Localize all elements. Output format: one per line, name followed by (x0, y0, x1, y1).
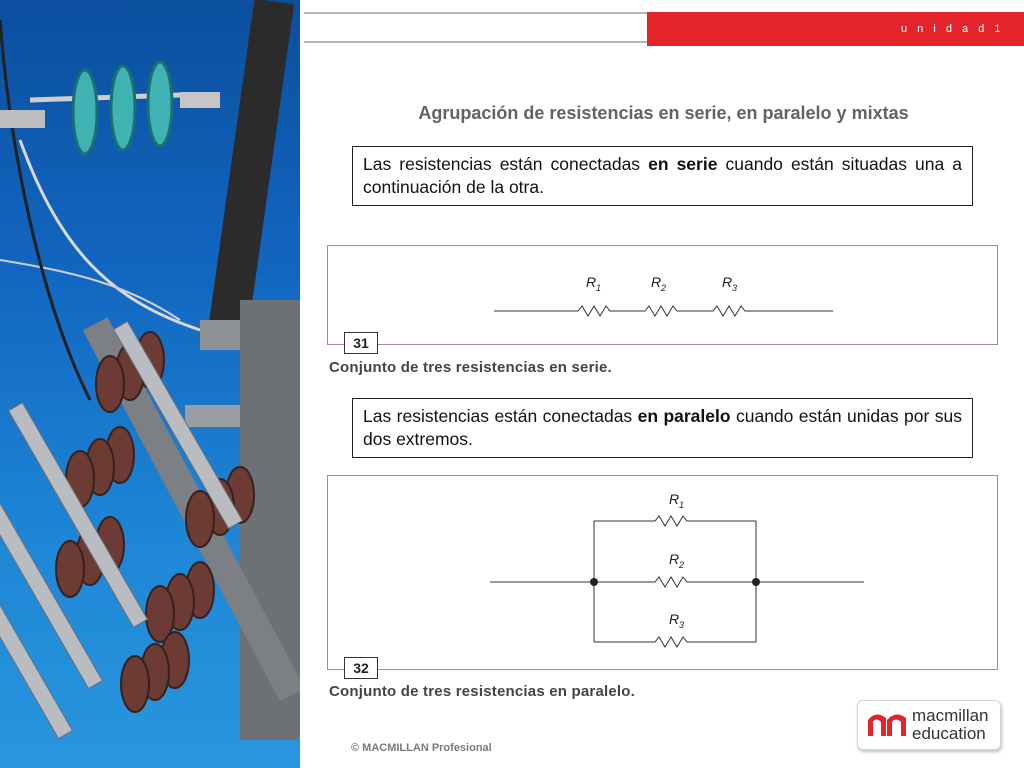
parallel-r3-label: R (669, 611, 680, 627)
parallel-branch-r2 (594, 577, 756, 587)
parallel-r2-sub: 2 (679, 560, 685, 570)
parallel-node-left (590, 578, 598, 586)
series-r1-sub: 1 (596, 283, 602, 293)
series-term: en serie (648, 154, 718, 174)
parallel-caption: Conjunto de tres resistencias en paralelo. (329, 683, 635, 700)
parallel-r2-label: R (669, 551, 680, 567)
parallel-r1-label: R (669, 491, 680, 507)
copyright-text: © MACMILLAN Profesional (351, 742, 492, 754)
slide-title: Agrupación de resistencias en serie, en paralelo y mixtas (418, 103, 909, 123)
header-red-bar (647, 12, 1024, 46)
parallel-r1-sub: 1 (679, 500, 685, 510)
parallel-term: en paralelo (637, 406, 731, 426)
parallel-circuit-diagram (328, 476, 999, 671)
figure-number-32: 32 (344, 657, 378, 679)
series-definition-box (352, 146, 973, 206)
series-text-end: cuando están situadas una a continuación de la otra. (363, 154, 962, 197)
series-circuit-diagram (328, 246, 999, 346)
macmillan-logo (857, 700, 1001, 750)
logo-text-macmillan: macmillan (912, 706, 989, 725)
parallel-text-end: cuando están unidas por sus dos extremos. (363, 406, 962, 449)
parallel-branch-r1 (594, 516, 756, 526)
insulator-photo (0, 0, 300, 768)
figure-number-31: 31 (344, 332, 378, 354)
parallel-circuit-figure (327, 475, 998, 676)
series-r2-sub: 2 (661, 283, 667, 293)
parallel-branch-r3 (594, 637, 756, 647)
header-grey-bar (304, 12, 647, 43)
unit-label: u n i d a d 1 (901, 23, 1004, 35)
parallel-definition-box (352, 398, 973, 458)
series-circuit-figure (327, 245, 998, 351)
logo-text-education: education (912, 724, 986, 743)
parallel-r3-sub: 3 (679, 620, 685, 630)
series-r3-label: R (722, 274, 733, 290)
series-r2-label: R (651, 274, 662, 290)
parallel-node-right (752, 578, 760, 586)
series-r1-label: R (586, 274, 597, 290)
series-wire (494, 306, 833, 316)
insulator-illustration (0, 0, 300, 768)
macmillan-logo-mark (866, 708, 908, 740)
series-r3-sub: 3 (732, 283, 738, 293)
series-text-start: Las resistencias están conectadas (363, 154, 649, 174)
parallel-text-start: Las resistencias están conectadas (363, 406, 638, 426)
series-caption: Conjunto de tres resistencias en serie. (329, 359, 612, 376)
